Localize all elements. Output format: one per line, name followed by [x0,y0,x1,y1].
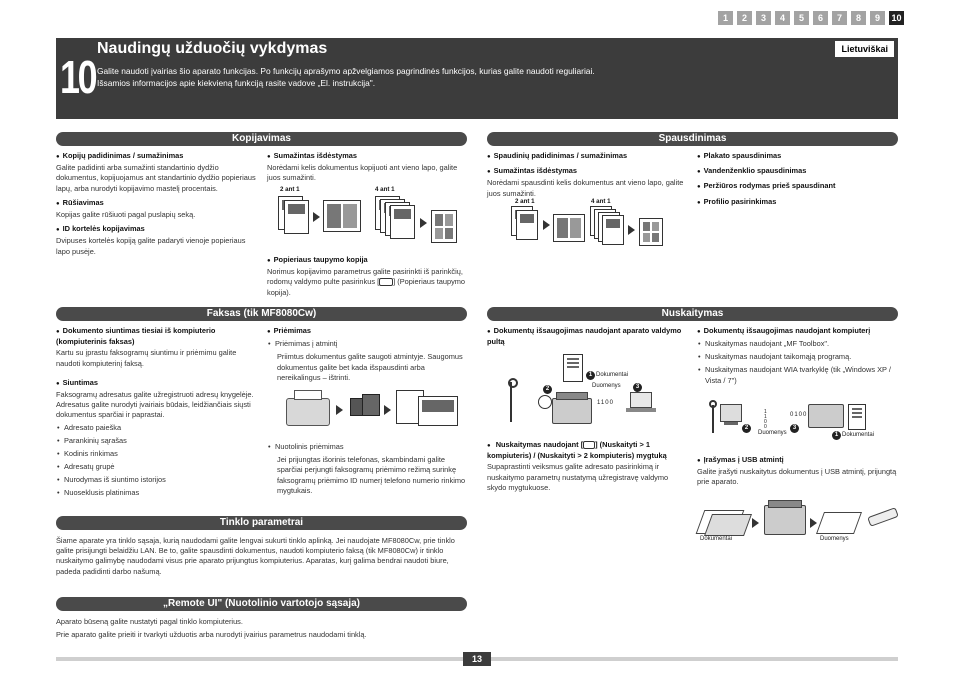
step-3-icon: 3 [790,424,799,433]
list-item: • Adresato paieška [56,423,256,433]
list-item: • Kodinis rinkimas [56,449,256,459]
paper-save-key-icon [379,278,393,286]
chapter-link-10[interactable]: 10 [889,11,904,25]
chapter-link-7[interactable]: 7 [832,11,847,25]
remote-ui-text-2: Prie aparato galite prieiti ir tvarkyti užduotis arba nurodyti įvairius parametrus naudodami tinklą. [56,630,367,640]
kop-text-reduced: Norėdami kelis dokumentus kopijuoti ant vieno lapo, galite juos sumažinti. [267,163,458,183]
spa-fig-label-2on1: 2 ant 1 [515,198,535,205]
step-2-icon: 2 [742,424,751,433]
remote-ui-text-1: Aparato būseną galite nustatyti pagal tinklo kompiuterius. [56,617,243,626]
scan-fig2-data-label: Duomenys [758,430,787,436]
faksas-col-right-2 [267,440,467,496]
chapter-link-1[interactable]: 1 [718,11,733,25]
spausdinimas-col-right [697,151,897,208]
page-number: 13 [463,652,491,666]
kopijavimas-col-left [56,151,256,257]
scan-fig1-data-label: Duomenys [592,383,621,389]
step-2-icon: 2 [543,385,552,394]
kop-text-sort: Kopijas galite rūšiuoti pagal puslapių seką. [56,210,196,220]
kop-fig-label-2on1: 2 ant 1 [280,186,300,193]
kop-heading-papersave: ● Popieriaus taupymo kopija [267,255,467,266]
kop-text-papersave-a: Norimus kopijavimo parametrus galite pasirinkti iš parinkčių, rodomų valdymo pulte pasirinkus [ [267,267,463,287]
intro-line-1: Galite naudoti įvairias šio aparato funkcijas. Po funkcijų aprašymo apžvelgiamos pagrindinės funkcijos, kurias galite naudoti reguliariai. [97,66,595,76]
scan-fig3-data-label: Duomenys [820,536,849,542]
list-item: • Nurodymas iš siuntimo istorijos [56,475,256,485]
list-item: • Nuskaitymas naudojant taikomąją programą. [697,352,897,362]
tinklo-body [56,535,468,577]
faksas-col-left [56,326,256,501]
scan-fig3-doc-label: Dokumentai [700,536,733,542]
scan-heading-button [487,440,687,461]
section-header-tinklo: Tinklo parametrai [56,516,467,530]
spausdinimas-col-left [487,151,687,199]
fax-receive-memory [267,339,467,349]
step-1-icon: 1 [586,371,595,380]
step-1-icon: 1 [832,431,841,440]
kop-text-papersave-b: ] (Popieriaus taupymo kopija). [267,277,466,297]
spa-heading-watermark: ● Vandenženklio spausdinimas [697,166,897,177]
scan-heading-usb: ● Įrašymas į USB atmintį [697,455,897,466]
spa-fig-label-4on1: 4 ant 1 [591,198,611,205]
chapter-link-6[interactable]: 6 [813,11,828,25]
chapter-link-8[interactable]: 8 [851,11,866,25]
kop-text-enlarge: Galite padidinti arba sumažinti standartinio dydžio dokumentus, kopijuojamus ant standartinio dydžio popieriaus lapų, arba nurodyti kopijavimo mastelį procentais. [56,163,256,193]
chapter-link-3[interactable]: 3 [756,11,771,25]
fax-receive-memory-text: Priimtus dokumentus galite saugoti atmintyje. Saugomus dokumentus galite bet kada išspausdinti arba nereikalingus – ištrinti. [277,352,463,382]
nuskaitymas-col-left-2 [487,440,687,493]
spa-heading-poster: ● Plakato spausdinimas [697,151,897,162]
spa-heading-reduced: ● Sumažintas išdėstymas [487,166,687,177]
scan-fig2-doc-label: Dokumentai [842,432,875,438]
spa-heading-profile: ● Profilio pasirinkimas [697,197,897,208]
nuskaitymas-col-right-2 [697,455,897,488]
spa-text-reduced: Norėdami spausdinti kelis dokumentus ant vieno lapo, galite juos sumažinti. [487,178,684,198]
kopijavimas-col-right-2 [267,255,467,298]
scan-fig1-doc-label: Dokumentai [596,372,629,378]
tinklo-text: Šiame aparate yra tinklo sąsaja, kurią naudodami galite lengvai sukurti tinklo aplinką. Jei naudojate MF8080Cw, prie tinklo galite prisijungti belaidžiu LAN. Be to, galite spausdinti dokumentus, naudoti kompiuterio faksą (tik MF8080Cw) ir tinklo nuskaitymo galimybę naudodami visus prie aparato prijungtus kompiuterius. Aparatas, kurį galima bendrai naudoti biure, padeda padidinti darbo našumą. [56,536,455,576]
chapter-nav [718,11,904,25]
fax-text-send: Faksogramų adresatus galite užregistruoti adresų knygelėje. Adresatus galite nurodyti įvairiais būdais, leidžiančiais siųsti dokumentus sparčiai ir paprastai. [56,390,254,420]
scan-heading-button-b: ] (Nuskaityti > 1 kompiuteris) / (Nuskaityti > 2 kompiuteris) mygtuką [487,440,667,461]
chapter-number: 10 [60,51,96,103]
list-item: • Nuskaitymas naudojant WIA tvarkyklę (tik „Windows XP / Vista / 7") [697,365,897,385]
fax-heading-send: ● Siuntimas [56,378,256,389]
scan-heading-button-a: Nuskaitymas naudojant [ [495,440,584,449]
fax-text-pcfax: Kartu su įprastu faksogramų siuntimu ir priėmimu galite naudoti kompiuterinį faksą. [56,348,237,368]
chapter-link-4[interactable]: 4 [775,11,790,25]
fax-heading-receive: ● Priėmimas [267,326,467,337]
language-badge: Lietuviškai [835,41,894,57]
scan-pc-options-list [697,339,897,386]
list-item: • Nuoseklusis platinimas [56,488,256,498]
scan-text-button: Supaprastinti veiksmus galite adresato pasirinkimą ir nuskaitymo parametrų nustatymą užregistravę valdymo skydo mygtukuose. [487,462,669,492]
intro-line-2: Išsamios informacijos apie kiekvieną funkciją rasite vadove „El. instrukcija". [97,78,376,88]
fax-receive-remote-title: • Nuotolinis priėmimas [267,442,467,452]
nuskaitymas-col-right [697,326,897,389]
fax-send-options-list [56,423,256,499]
section-header-remote-ui: „Remote UI" (Nuotolinio vartotojo sąsaja) [56,597,467,611]
kop-heading-sort: ● Rūšiavimas [56,198,256,209]
kop-text-idcard: Dvipuses kortelės kopiją galite padaryti vienoje popieriaus lapo pusėje. [56,236,246,256]
scan-heading-pc: ● Dokumentų išsaugojimas naudojant kompiuterį [697,326,897,337]
kop-heading-reduced: ● Sumažintas išdėstymas [267,151,462,162]
kop-heading-idcard: ● ID kortelės kopijavimas [56,224,256,235]
section-header-kopijavimas: Kopijavimas [56,132,467,146]
chapter-link-9[interactable]: 9 [870,11,885,25]
step-3-icon: 3 [633,383,642,392]
fax-receive-memory-title: • Priėmimas į atmintį [267,339,467,349]
faksas-col-right [267,326,467,383]
fax-receive-remote [267,442,467,452]
chapter-header [56,38,898,119]
kopijavimas-col-right [267,151,462,184]
list-item: • Nuskaitymas naudojant „MF Toolbox". [697,339,897,349]
scan-heading-panel: ● Dokumentų išsaugojimas naudojant aparato valdymo pultą [487,326,687,347]
chapter-link-2[interactable]: 2 [737,11,752,25]
list-item: • Parankinių sąrašas [56,436,256,446]
section-header-spausdinimas: Spausdinimas [487,132,898,146]
kop-fig-label-4on1: 4 ant 1 [375,186,395,193]
nuskaitymas-col-left [487,326,687,347]
spa-heading-enlarge: ● Spaudinių padidinimas / sumažinimas [487,151,687,162]
chapter-intro [97,65,817,89]
list-item: • Adresatų grupė [56,462,256,472]
fax-receive-remote-text: Jei prijungtas išorinis telefonas, skambindami galite sparčiai perjungti faksogramų priėmimo režimą surinkę faksogramų priėmimo ID numerį telefono numerio rinkimo mygtukais. [277,455,466,495]
scan-text-usb: Galite įrašyti nuskaitytus dokumentus į USB atmintį, prijungtą prie aparato. [697,467,897,487]
kop-text-papersave [267,267,467,298]
remote-ui-body [56,616,468,640]
fax-heading-pcfax: ● Dokumento siuntimas tiesiai iš kompiuterio (kompiuterinis faksas) [56,326,256,347]
kop-heading-enlarge: ● Kopijų padidinimas / sumažinimas [56,151,256,162]
section-header-faksas: Faksas (tik MF8080Cw) [56,307,467,321]
spa-heading-preview: ● Peržiūros rodymas prieš spausdinant [697,181,897,192]
chapter-title: Naudingų užduočių vykdymas [97,40,328,57]
chapter-link-5[interactable]: 5 [794,11,809,25]
scan-key-icon [583,441,595,449]
section-header-nuskaitymas: Nuskaitymas [487,307,898,321]
